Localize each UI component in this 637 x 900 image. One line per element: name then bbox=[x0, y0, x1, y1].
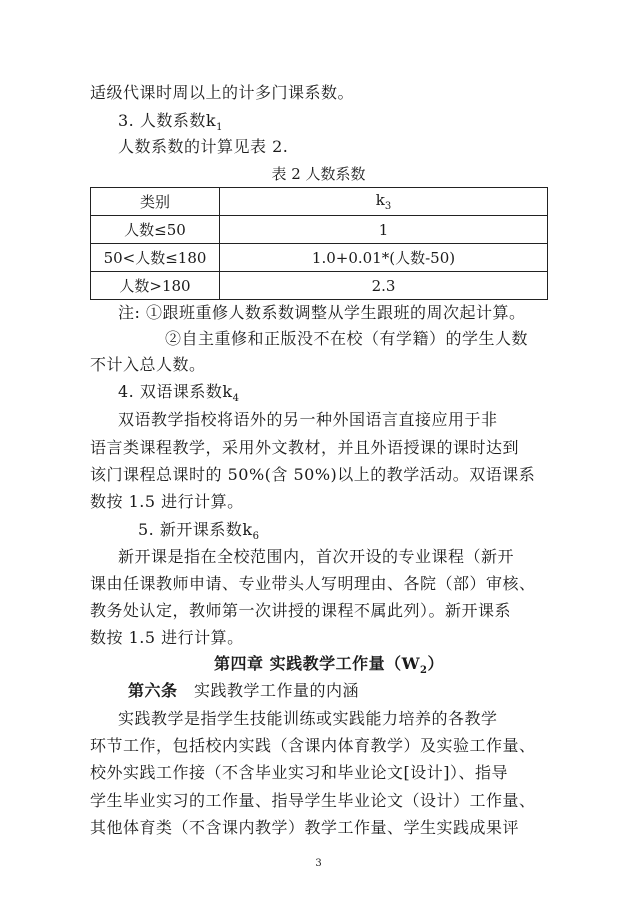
text-line: 教务处认定，教师第一次讲授的课程不属此列）。新开课系 bbox=[90, 601, 512, 620]
text-line: 适级代课时周以上的计多门课系数。 bbox=[90, 83, 355, 102]
table-cell-value: 2.3 bbox=[220, 272, 548, 300]
table-header-row bbox=[91, 188, 548, 216]
article-heading: 第六条 实践教学工作量的内涵 bbox=[128, 681, 360, 700]
page-number: 3 bbox=[315, 858, 322, 869]
text-line: 新开课是指在全校范围内，首次开设的专业课程（新开 bbox=[118, 547, 515, 566]
note-line: 不计入总人数。 bbox=[90, 355, 206, 374]
text-line: 环节工作，包括校内实践（含课内体育教学）及实验工作量、 bbox=[90, 736, 536, 755]
chapter-heading: 第四章 实践教学工作量$(W_2)$ bbox=[214, 654, 445, 677]
table-cell-category: 人数≤50 bbox=[91, 216, 220, 244]
section-heading-people-coefficient bbox=[118, 111, 223, 138]
table-row bbox=[91, 216, 548, 244]
table-caption: 表 2 人数系数 bbox=[271, 165, 366, 183]
text-line: 数按 1.5 进行计算。 bbox=[90, 492, 244, 511]
coefficient-table bbox=[90, 187, 548, 300]
text-line: 该门课程总课时的 50%(含 50%)以上的教学活动。双语课系 bbox=[90, 465, 536, 484]
text-line: 校外实践工作接（不含毕业实习和毕业论文[设计]）、指导 bbox=[90, 763, 508, 782]
text-line: 语言类课程教学，采用外文教材，并且外语授课的课时达到 bbox=[90, 438, 520, 457]
table-header-coefficient: $k_3$ bbox=[220, 188, 548, 216]
text-line: 数按 1.5 进行计算。 bbox=[90, 628, 244, 647]
text-line: 其他体育类（不含课内教学）教学工作量、学生实践成果评 bbox=[90, 818, 520, 837]
table-cell-value: 1 bbox=[220, 216, 548, 244]
section-heading-new-course: 5. 新开课系数$k_6$ bbox=[138, 520, 260, 543]
text-line: 人数系数的计算见表 2. bbox=[118, 137, 289, 156]
table-header-category: 类别 bbox=[91, 188, 220, 216]
table-row bbox=[91, 272, 548, 300]
text-line: 课由任课教师申请、专业带头人写明理由、各院（部）审核、 bbox=[90, 574, 536, 593]
text-line: 3. 人数系数k bbox=[118, 111, 217, 130]
text-line: 实践教学是指学生技能训练或实践能力培养的各教学 bbox=[118, 709, 498, 728]
text-line: 学生毕业实习的工作量、指导学生毕业论文（设计）工作量、 bbox=[90, 791, 536, 810]
note-line: ②自主重修和正版没不在校（有学籍）的学生人数 bbox=[165, 329, 529, 348]
table-cell-category: 人数>180 bbox=[91, 272, 220, 300]
note-line: 注: ①跟班重修人数系数调整从学生跟班的周次起计算。 bbox=[118, 303, 526, 322]
subscript: 1 bbox=[216, 122, 223, 134]
table-row bbox=[91, 244, 548, 272]
text-line: 双语教学指校将语外的另一种外国语言直接应用于非 bbox=[118, 410, 498, 429]
section-heading-bilingual: 4. 双语课系数$k_4$ bbox=[118, 382, 240, 405]
table-cell-value: 1.0+0.01*(人数-50) bbox=[220, 244, 548, 272]
table-cell-category: 50<人数≤180 bbox=[91, 244, 220, 272]
